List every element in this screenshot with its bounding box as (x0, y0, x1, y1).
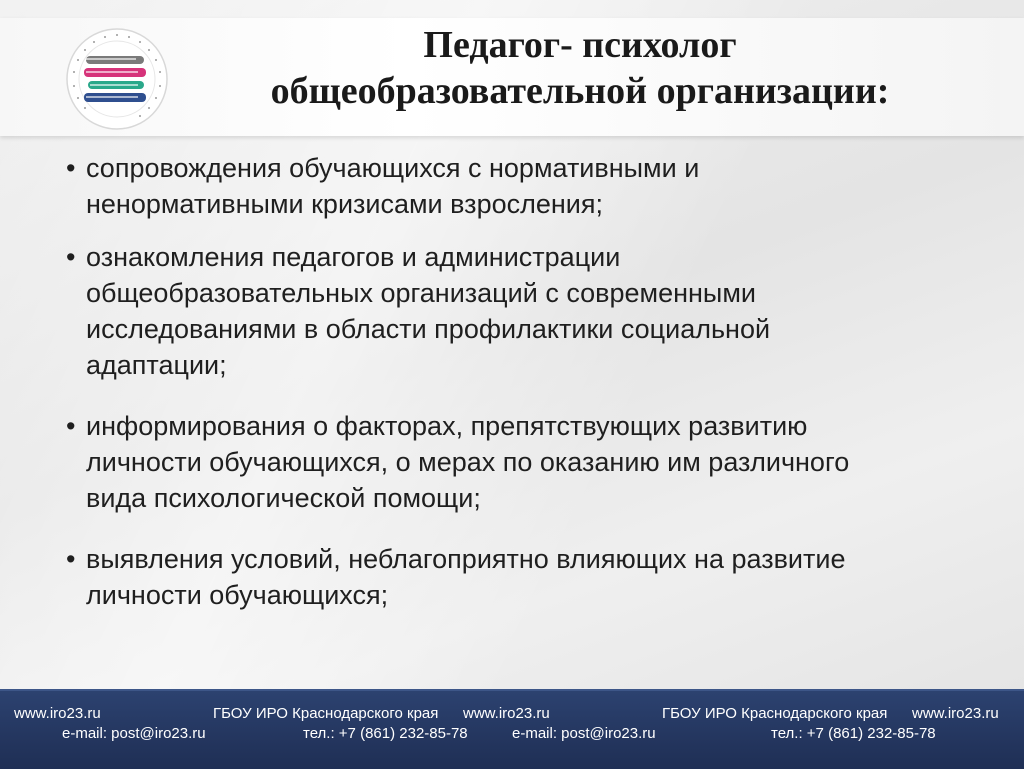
bullet-line: адаптации; (86, 350, 227, 380)
footer-phone: тел.: +7 (861) 232-85-78 (771, 725, 936, 742)
bullet-line: ознакомления педагогов и администрации (86, 242, 621, 272)
page-title (180, 22, 980, 114)
footer-email-link[interactable]: e-mail: post@iro23.ru (512, 725, 656, 742)
bullet-marker: • (66, 242, 76, 272)
title-line-1: Педагог- психолог (423, 24, 737, 66)
footer-org-name: ГБОУ ИРО Краснодарского края (662, 705, 888, 722)
bullet-item (66, 541, 986, 613)
bullet-line: выявления условий, неблагоприятно влияющих на развитие (86, 544, 846, 574)
bullet-line: исследованиями в области профилактики социальной (86, 314, 771, 344)
footer-email-link[interactable]: e-mail: post@iro23.ru (62, 725, 206, 742)
footer-org-name: ГБОУ ИРО Краснодарского края (213, 705, 439, 722)
bullet-item (66, 239, 986, 383)
bullet-item (66, 408, 986, 516)
bullet-marker: • (66, 153, 76, 183)
books-logo-icon (64, 26, 170, 132)
title-line-2: общеобразовательной организации: (270, 70, 890, 112)
footer-site-link[interactable]: www.iro23.ru (912, 705, 999, 722)
footer-phone: тел.: +7 (861) 232-85-78 (303, 725, 468, 742)
bullet-list (66, 150, 986, 613)
footer-site-link[interactable]: www.iro23.ru (14, 705, 101, 722)
bullet-line: общеобразовательных организаций с современными (86, 278, 756, 308)
footer-bar (0, 689, 1024, 769)
bullet-marker: • (66, 544, 76, 574)
bullet-line: сопровождения обучающихся с нормативными и (86, 153, 700, 183)
bullet-line: вида психологической помощи; (86, 483, 481, 513)
footer-site-link[interactable]: www.iro23.ru (463, 705, 550, 722)
bullet-marker: • (66, 411, 76, 441)
bullet-line: личности обучающихся, о мерах по оказанию им различного (86, 447, 850, 477)
bullet-item (66, 150, 986, 222)
bullet-line: информирования о факторах, препятствующих развитию (86, 411, 808, 441)
bullet-line: ненормативными кризисами взросления; (86, 189, 603, 219)
bullet-line: личности обучающихся; (86, 580, 389, 610)
